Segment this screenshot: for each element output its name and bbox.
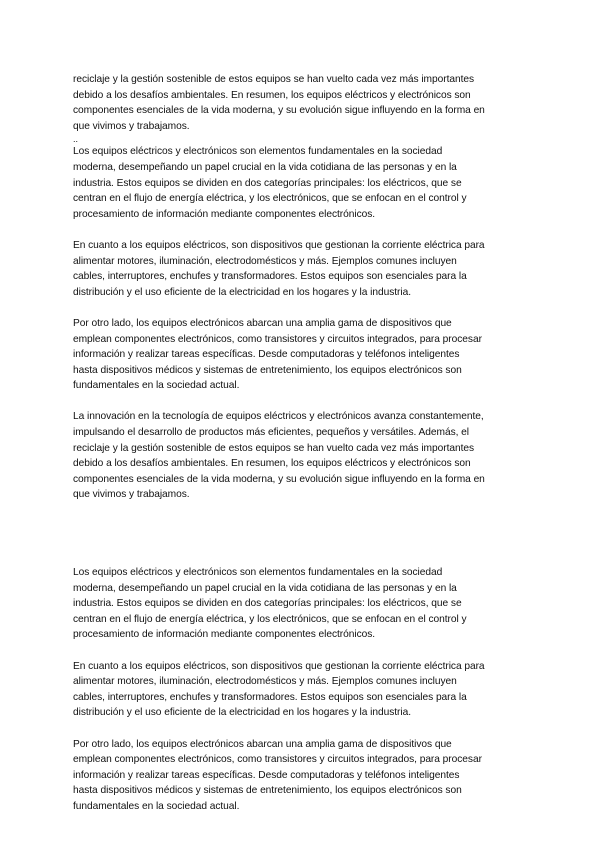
paragraph-spacer	[73, 394, 533, 410]
section1-paragraph-innovation: La innovación en la tecnología de equipos eléctricos y electrónicos avanza constantemente, impulsando el desarrollo de productos más eficientes, pequeños y versátiles. Además, el reciclaje y la gestión sostenible de estos equipos se han vuelto cada vez más importantes debido a los desafíos ambientales. En resumen, los equipos eléctricos y electrónicos son componentes esenciales de la vida moderna, y su evolución sigue influyendo en la forma en que vivimos y trabajamos.	[73, 411, 485, 501]
ellipsis-marker: ..	[73, 134, 78, 145]
section2-paragraph-electronic: Por otro lado, los equipos electrónicos abarcan una amplia gama de dispositivos que emplean componentes electrónicos, como transistores y circuitos integrados, para procesar información y realizar tareas específicas. Desde computadoras y teléfonos inteligentes hasta dispositivos médicos y sistemas de entretenimiento, los equipos electrónicos son fundamentales en la sociedad actual.	[73, 738, 482, 812]
paragraph-spacer	[73, 721, 533, 737]
section2-paragraph-intro: Los equipos eléctricos y electrónicos son elementos fundamentales en la sociedad moderna, desempeñando un papel crucial en la vida cotidiana de las personas y en la industria. Estos equipos se dividen en dos categorías principales: los eléctricos, que se centran en el flujo de energía eléctrica, y los electrónicos, que se enfocan en el control y procesamiento de información mediante componentes electrónicos.	[73, 567, 467, 641]
section1-paragraph-electronic: Por otro lado, los equipos electrónicos abarcan una amplia gama de dispositivos que emplean componentes electrónicos, como transistores y circuitos integrados, para procesar información y realizar tareas específicas. Desde computadoras y teléfonos inteligentes hasta dispositivos médicos y sistemas de entretenimiento, los equipos electrónicos son fundamentales en la sociedad actual.	[73, 317, 482, 392]
paragraph-spacer	[73, 300, 533, 316]
section1-paragraph-electric: En cuanto a los equipos eléctricos, son dispositivos que gestionan la corriente eléctrica para alimentar motores, iluminación, electrodomésticos y más. Ejemplos comunes incluyen cables, interruptores, enchufes y transformadores. Estos equipos son esenciales para la distribución y el uso eficiente de la electricidad en los hogares y la industria.	[73, 239, 485, 298]
paragraph-spacer	[73, 643, 533, 659]
section2-paragraph-electric: En cuanto a los equipos eléctricos, son dispositivos que gestionan la corriente eléctrica para alimentar motores, iluminación, electrodomésticos y más. Ejemplos comunes incluyen cables, interruptores, enchufes y transformadores. Estos equipos son esenciales para la distribución y el uso eficiente de la electricidad en los hogares y la industria.	[73, 660, 485, 719]
section1-paragraph-intro: Los equipos eléctricos y electrónicos son elementos fundamentales en la sociedad moderna, desempeñando un papel crucial en la vida cotidiana de las personas y en la industria. Estos equipos se dividen en dos categorías principales: los eléctricos, que se centran en el flujo de energía eléctrica, y los electrónicos, que se enfocan en el control y procesamiento de información mediante componentes electrónicos.	[73, 146, 467, 220]
section-spacer	[73, 503, 533, 565]
document-page	[73, 72, 533, 815]
top-fragment-paragraph: reciclaje y la gestión sostenible de estos equipos se han vuelto cada vez más importantes debido a los desafíos ambientales. En resumen, los equipos eléctricos y electrónicos son componentes esenciales de la vida moderna, y su evolución sigue influyendo en la forma en que vivimos y trabajamos.	[73, 74, 485, 132]
paragraph-spacer	[73, 222, 533, 238]
